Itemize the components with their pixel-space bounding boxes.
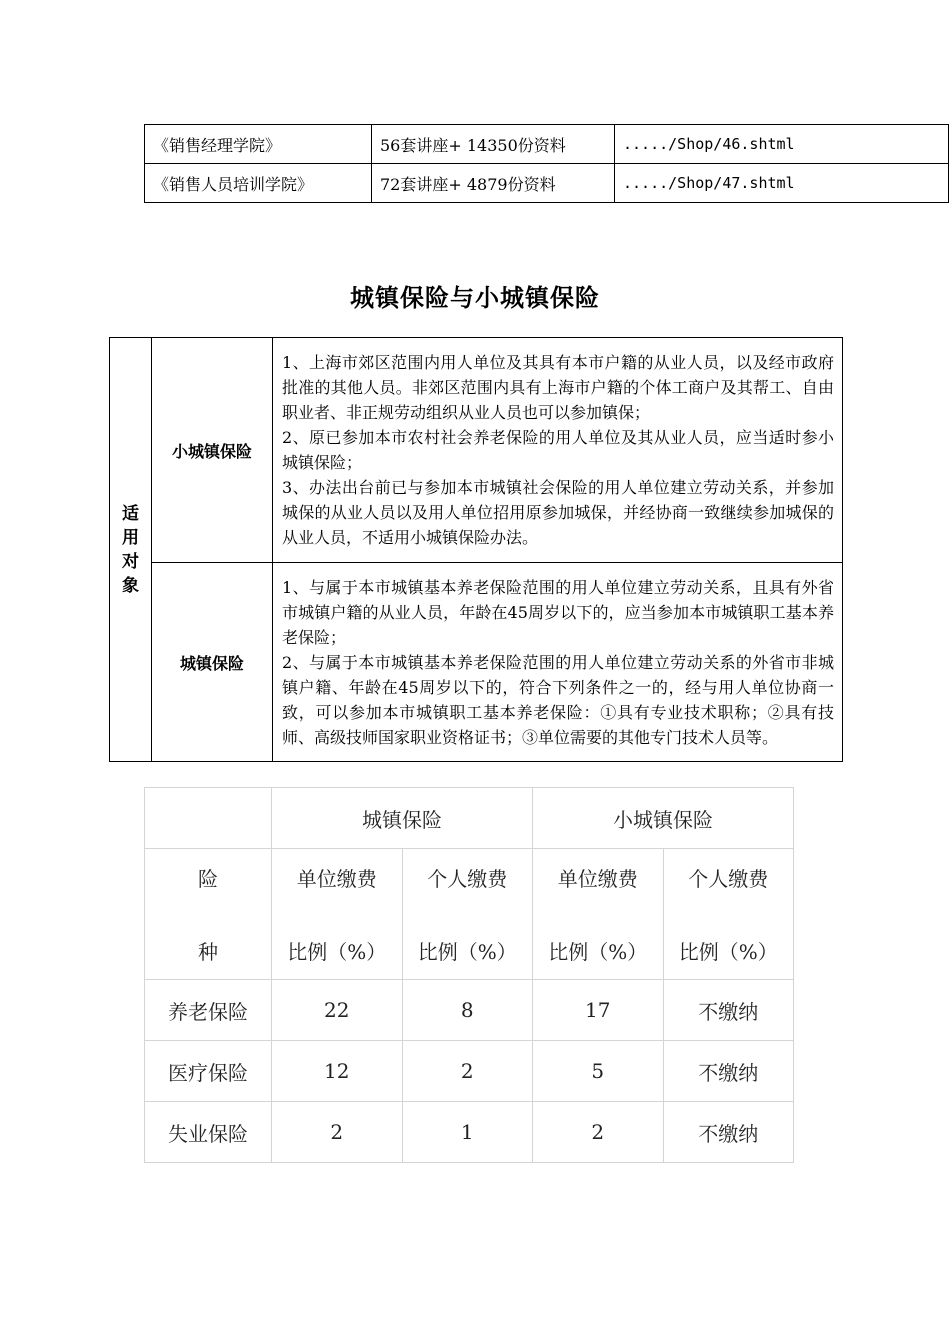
rate-value: 不缴纳 bbox=[663, 1041, 794, 1102]
rate-value: 22 bbox=[272, 980, 403, 1041]
rate-value: 2 bbox=[272, 1102, 403, 1163]
row-content: 1、与属于本市城镇基本养老保险范围的用人单位建立劳动关系，且具有外省市城镇户籍的从业人员，年龄在45周岁以下的，应当参加本市城镇职工基本养老保险； 2、与属于本市城镇基本养老保险范围的用人单位建立劳动关系的外省市非城镇户籍、年龄在45周岁以下的，符合下列条件之一的，经与用人单位协商一致，可以参加本市城镇职工基本养老保险：①具有专业技术职称；②具有技师、高级技师国家职业资格证书；③单位需要的其他专门技术人员等。 bbox=[273, 563, 843, 762]
applicability-table bbox=[109, 337, 843, 762]
resource-name: 《销售人员培训学院》 bbox=[145, 164, 372, 203]
rate-table bbox=[144, 787, 794, 1163]
resource-desc: 72套讲座+ 4879份资料 bbox=[372, 164, 615, 203]
resource-table bbox=[144, 124, 949, 203]
table-row bbox=[110, 338, 843, 563]
sub-header: 个人缴费 比例（%） bbox=[663, 849, 794, 980]
rate-value: 12 bbox=[272, 1041, 403, 1102]
sub-header: 个人缴费 比例（%） bbox=[402, 849, 533, 980]
table-row bbox=[145, 125, 949, 164]
table-row bbox=[145, 1041, 794, 1102]
resource-link[interactable]: ...../Shop/47.shtml bbox=[615, 164, 949, 203]
insurance-type: 养老保险 bbox=[145, 980, 272, 1041]
insurance-type: 医疗保险 bbox=[145, 1041, 272, 1102]
table-row bbox=[145, 980, 794, 1041]
sub-header: 单位缴费 比例（%） bbox=[272, 849, 403, 980]
group-header: 城镇保险 bbox=[272, 788, 533, 849]
rate-value: 8 bbox=[402, 980, 533, 1041]
resource-desc: 56套讲座+ 14350份资料 bbox=[372, 125, 615, 164]
table-row bbox=[145, 849, 794, 980]
rate-value: 5 bbox=[533, 1041, 664, 1102]
row-label: 城镇保险 bbox=[152, 563, 273, 762]
type-header: 险 种 bbox=[145, 849, 272, 980]
rate-value: 2 bbox=[402, 1041, 533, 1102]
resource-name: 《销售经理学院》 bbox=[145, 125, 372, 164]
rate-value: 不缴纳 bbox=[663, 980, 794, 1041]
rate-value: 1 bbox=[402, 1102, 533, 1163]
row-content: 1、上海市郊区范围内用人单位及其具有本市户籍的从业人员，以及经市政府批准的其他人员。非郊区范围内具有上海市户籍的个体工商户及其帮工、自由职业者、非正规劳动组织从业人员也可以参加镇保； 2、原已参加本市农村社会养老保险的用人单位及其从业人员，应当适时参小城镇保险； 3、办法出台前已与参加本市城镇社会保险的用人单位建立劳动关系，并参加城保的从业人员以及用人单位招用原参加城保，并经协商一致继续参加城保的从业人员，不适用小城镇保险办法。 bbox=[273, 338, 843, 563]
rate-value: 2 bbox=[533, 1102, 664, 1163]
sub-header: 单位缴费 比例（%） bbox=[533, 849, 664, 980]
table-row bbox=[110, 563, 843, 762]
empty-cell bbox=[145, 788, 272, 849]
rate-value: 17 bbox=[533, 980, 664, 1041]
applicability-header: 适 用 对 象 bbox=[110, 338, 152, 762]
page-title: 城镇保险与小城镇保险 bbox=[350, 284, 600, 312]
table-row bbox=[145, 1102, 794, 1163]
group-header: 小城镇保险 bbox=[533, 788, 794, 849]
table-row bbox=[145, 788, 794, 849]
table-row bbox=[145, 164, 949, 203]
rate-value: 不缴纳 bbox=[663, 1102, 794, 1163]
row-label: 小城镇保险 bbox=[152, 338, 273, 563]
insurance-type: 失业保险 bbox=[145, 1102, 272, 1163]
resource-link[interactable]: ...../Shop/46.shtml bbox=[615, 125, 949, 164]
